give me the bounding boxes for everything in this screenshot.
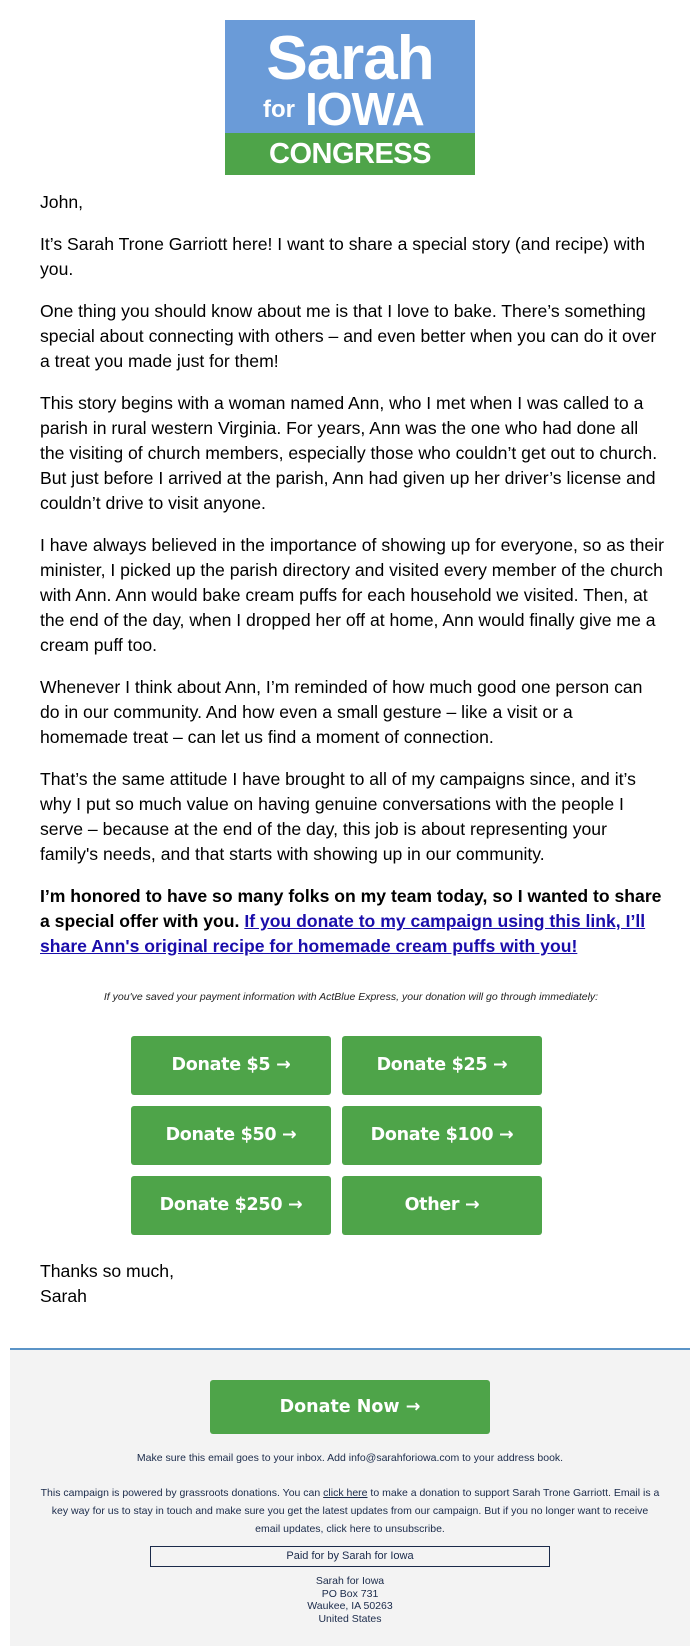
address-line: PO Box 731 xyxy=(321,1587,379,1600)
signoff-name: Sarah xyxy=(40,1286,87,1306)
signoff xyxy=(40,1259,174,1309)
logo-for: for xyxy=(263,96,295,123)
paragraph-offer xyxy=(40,884,664,959)
donate-5-button[interactable]: Donate $5 → xyxy=(131,1036,331,1095)
email-footer xyxy=(10,1348,690,1646)
donate-100-button[interactable]: Donate $100 → xyxy=(342,1106,542,1165)
offer-text: I’m honored to have so many folks on my team today, so I wanted to share a special offer with you. xyxy=(40,886,662,931)
donate-25-button[interactable]: Donate $25 → xyxy=(342,1036,542,1095)
address-line: Sarah for Iowa xyxy=(315,1575,385,1587)
donate-now-button[interactable]: Donate Now → xyxy=(210,1380,490,1434)
powered-pre: This campaign is powered by grassroots donations. You can xyxy=(40,1487,324,1499)
donate-other-button[interactable]: Other → xyxy=(342,1176,542,1235)
donate-250-button[interactable]: Donate $250 → xyxy=(131,1176,331,1235)
address-line: United States xyxy=(318,1612,382,1625)
logo-name: Sarah xyxy=(266,24,434,93)
recipe-donate-link[interactable]: If you donate to my campaign using this link, I’ll share Ann's original recipe for homemade cream puffs with you! xyxy=(40,911,646,956)
email-body xyxy=(40,190,664,976)
actblue-express-note: If you've saved your payment information with ActBlue Express, your donation will go through immediately: xyxy=(103,991,599,1003)
powered-post: to make a donation to support Sarah Trone Garriott. Email is a key way for us to stay in touch and make sure you get the latest updates from our campaign. But if you no longer want to receive email updates, click here to unsubscribe. xyxy=(51,1487,660,1535)
paragraph-ann-story: This story begins with a woman named Ann, who I met when I was called to a parish in rural western Virginia. For years, Ann was the one who had done all the visiting of church members, especially those who couldn’t get out to church. But just before I arrived at the parish, Ann had given up her driver’s license and couldn’t drive to visit anyone. xyxy=(40,393,658,513)
inbox-note: Make sure this email goes to your inbox. Add info@sarahforiowa.com to your address book. xyxy=(136,1452,564,1464)
address-line: Waukee, IA 50263 xyxy=(307,1600,393,1612)
logo-top-panel xyxy=(225,20,475,133)
donate-50-button[interactable]: Donate $50 → xyxy=(131,1106,331,1165)
logo-office: CONGRESS xyxy=(225,133,475,175)
paragraph-baking: One thing you should know about me is that I love to bake. There’s something special about connecting with others – and even better when you can do it over a treat you made just for them! xyxy=(40,301,657,371)
paragraph-intro: It’s Sarah Trone Garriott here! I want to share a special story (and recipe) with you. xyxy=(40,234,645,279)
signoff-line: Thanks so much, xyxy=(40,1261,174,1281)
click-here-link[interactable]: click here xyxy=(323,1487,368,1499)
paragraph-visits: I have always believed in the importance of showing up for everyone, so as their minister, I picked up the parish directory and visited every member of the church with Ann. Ann would bake cream puffs for each household we visited. Then, at the end of the day, when I dropped her off at home, Ann would finally give me a cream puff too. xyxy=(40,535,664,655)
logo-state: IOWA xyxy=(305,83,424,135)
campaign-logo xyxy=(225,20,475,175)
paragraph-attitude: That’s the same attitude I have brought to all of my campaigns since, and it’s why I put so much value on having genuine conversations with the people I serve – because at the end of the day, this job is about representing your family's needs, and that starts with showing up in our community. xyxy=(40,769,636,864)
mailing-address xyxy=(10,1575,690,1625)
powered-note xyxy=(40,1484,660,1538)
greeting: John, xyxy=(40,192,84,212)
paid-for-box: Paid for by Sarah for Iowa xyxy=(150,1546,550,1567)
paragraph-community: Whenever I think about Ann, I’m reminded of how much good one person can do in our community. And how even a small gesture – like a visit or a homemade treat – can let us find a moment of connection. xyxy=(40,677,643,747)
